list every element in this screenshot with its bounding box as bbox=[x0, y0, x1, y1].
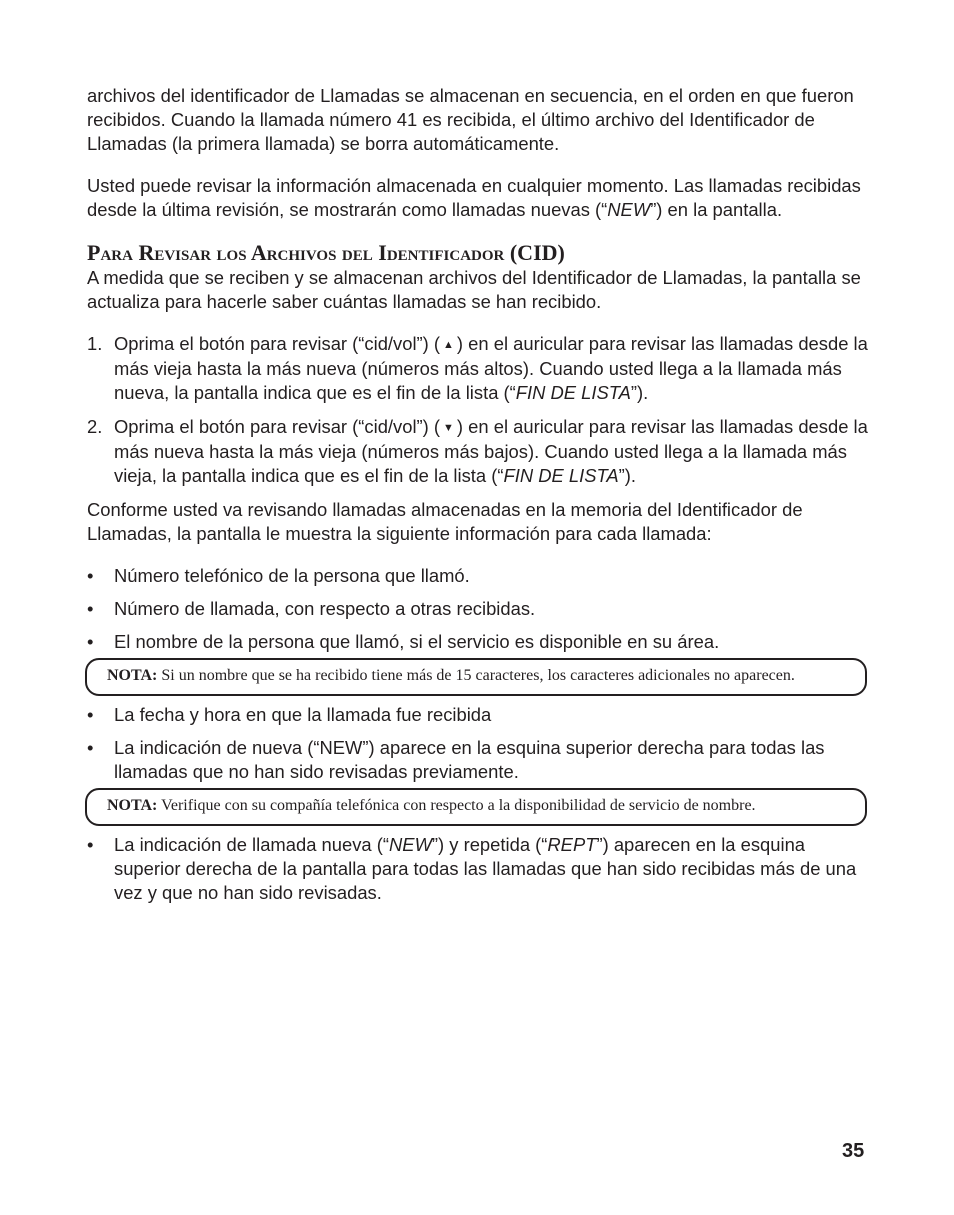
intro-paragraph-2: Usted puede revisar la información almacenada en cualquier momento. Las llamadas recibidas desde la última revisión, se mostrarán como llamadas nuevas (“NEW”) en la pantalla. bbox=[87, 175, 861, 220]
steps-list bbox=[87, 332, 869, 488]
bullet-list-2 bbox=[87, 703, 869, 784]
page-content bbox=[87, 84, 869, 914]
new-label: NEW bbox=[607, 199, 651, 220]
bullet-list-3 bbox=[87, 833, 869, 905]
down-arrow-icon: ▼ bbox=[443, 422, 454, 434]
list-item: • El nombre de la persona que llamó, si el servicio es disponible en su área. bbox=[87, 631, 720, 652]
step-item: 1. Oprima el botón para revisar (“cid/vol”) ( ▲ ) en el auricular para revisar las llamadas desde la más vieja hasta la más nueva (números más altos). Cuando usted llega a la llamada más nueva, la pantalla indica que es el fin de la lista (“FIN DE LISTA”). bbox=[87, 333, 868, 403]
list-item: • La indicación de nueva (“NEW”) aparece en la esquina superior derecha para todas las llamadas que no han sido revisadas previamente. bbox=[87, 737, 825, 782]
review-intro: Conforme usted va revisando llamadas almacenadas en la memoria del Identificador de Llamadas, la pantalla le muestra la siguiente información para cada llamada: bbox=[87, 499, 803, 544]
page-number: 35 bbox=[842, 1140, 865, 1162]
list-item: • Número telefónico de la persona que llamó. bbox=[87, 565, 470, 586]
list-item: • La fecha y hora en que la llamada fue recibida bbox=[87, 704, 492, 725]
intro-paragraph-1: archivos del identificador de Llamadas se almacenan en secuencia, en el orden en que fueron recibidos. Cuando la llamada número 41 es recibida, el último archivo del Identificador de Llamadas (la primera llamada) se borra automáticamente. bbox=[87, 85, 854, 154]
section-intro: A medida que se reciben y se almacenan archivos del Identificador de Llamadas, la pantalla se actualiza para hacerle saber cuántas llamadas se han recibido. bbox=[87, 267, 861, 312]
step-item: 2. Oprima el botón para revisar (“cid/vol”) ( ▼ ) en el auricular para revisar las llamadas desde la más nueva hasta la más vieja (números más bajos). Cuando usted llega a la llamada más vieja, la pantalla indica que es el fin de la lista (“FIN DE LISTA”). bbox=[87, 416, 868, 486]
list-item: • Número de llamada, con respecto a otras recibidas. bbox=[87, 598, 536, 619]
note-box-2: NOTA: Verifique con su compañía telefónica con respecto a la disponibilidad de servicio de nombre. bbox=[85, 788, 867, 826]
bullet-list-1 bbox=[87, 564, 869, 654]
up-arrow-icon: ▲ bbox=[443, 339, 454, 351]
list-item: • La indicación de llamada nueva (“NEW”) y repetida (“REPT”) aparecen en la esquina superior derecha de la pantalla para todas las llamadas que han sido recibidas más de una vez y que no han sido revisadas. bbox=[87, 834, 857, 903]
note-box-1: NOTA: Si un nombre que se ha recibido tiene más de 15 caracteres, los caracteres adicionales no aparecen. bbox=[85, 658, 867, 696]
section-heading: Para Revisar los Archivos del Identificador (CID) bbox=[87, 240, 565, 265]
